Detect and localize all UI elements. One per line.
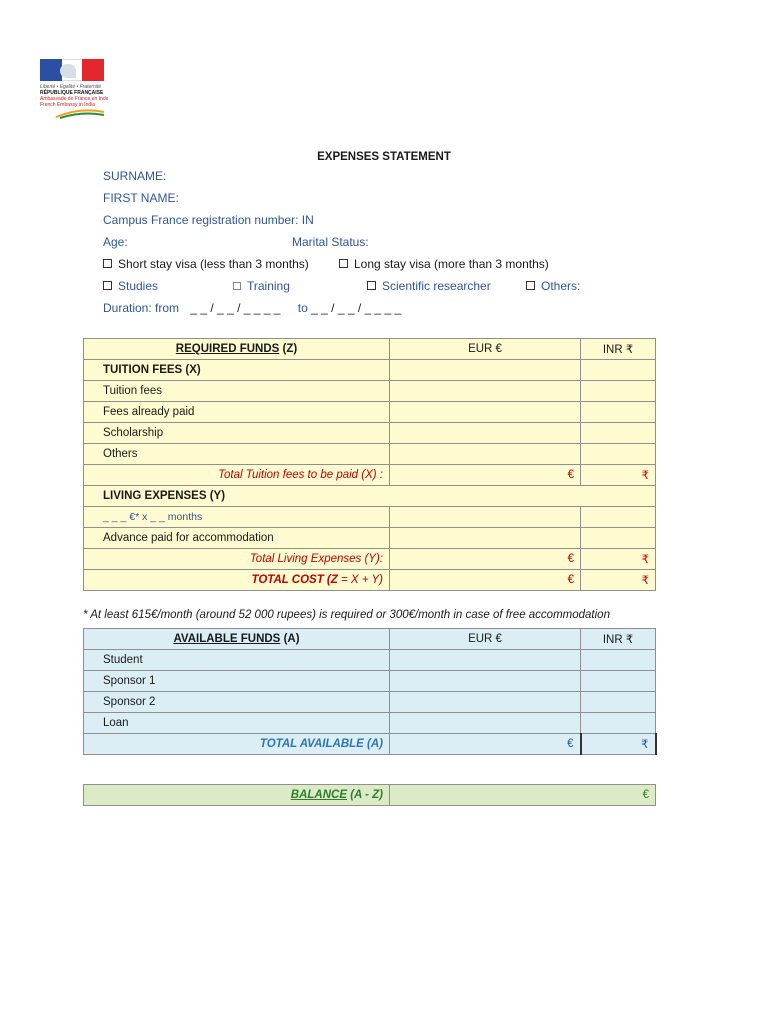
others-option[interactable]: Others: [526, 279, 580, 293]
surname-label: SURNAME: [103, 169, 167, 183]
inr-cell[interactable] [581, 650, 656, 671]
eur-cell[interactable] [390, 528, 581, 549]
balance-eur: € [390, 785, 656, 806]
row-label: Fees already paid [84, 402, 390, 423]
eur-cell[interactable] [390, 381, 581, 402]
duration-from-blank[interactable]: _ _ / _ _ / _ _ _ _ [190, 301, 281, 315]
studies-option[interactable]: Studies [103, 279, 158, 293]
training-option[interactable]: Training [233, 279, 290, 293]
marital-status-label: Marital Status: [292, 235, 369, 249]
row-label: Tuition fees [84, 381, 390, 402]
checkbox-icon[interactable] [367, 281, 376, 290]
eur-cell[interactable] [390, 423, 581, 444]
table-row [84, 671, 656, 692]
required-funds-table [83, 338, 656, 591]
total-available-label: TOTAL AVAILABLE (A) [84, 734, 390, 755]
duration-field [103, 301, 401, 315]
logo-embassy-en: French Embassy in India [40, 102, 96, 108]
table-row [84, 402, 656, 423]
checkbox-icon[interactable] [103, 281, 112, 290]
total-available-eur: € [390, 734, 581, 755]
tuition-total-eur: € [390, 465, 581, 486]
table-row [84, 360, 656, 381]
short-stay-option[interactable]: Short stay visa (less than 3 months) [103, 257, 309, 271]
first-name-label: FIRST NAME: [103, 191, 179, 205]
inr-cell[interactable] [581, 528, 656, 549]
checkbox-icon[interactable] [233, 282, 241, 290]
table-row [84, 629, 656, 650]
row-label: Advance paid for accommodation [84, 528, 390, 549]
scientific-researcher-option[interactable]: Scientific researcher [367, 279, 491, 293]
table-row [84, 423, 656, 444]
logo-motto: Liberté • Égalité • Fraternité [40, 84, 102, 90]
living-total-inr: ₹ [581, 549, 656, 570]
checkbox-icon[interactable] [103, 259, 112, 268]
total-cost-eur: € [390, 570, 581, 591]
logo-republic: RÉPUBLIQUE FRANÇAISE [40, 90, 104, 96]
row-label: Scholarship [84, 423, 390, 444]
table-row [84, 570, 656, 591]
inr-cell[interactable] [581, 381, 656, 402]
row-label: Sponsor 1 [84, 671, 390, 692]
table-row [84, 528, 656, 549]
marianne-flag-icon [40, 59, 104, 81]
total-cost-label: TOTAL COST (Z = X + Y) [84, 570, 390, 591]
balance-label: BALANCE (A - Z) [84, 785, 390, 806]
registration-label: Campus France registration number: IN [103, 213, 314, 227]
table-row [84, 339, 656, 360]
eur-cell[interactable] [390, 650, 581, 671]
inr-cell[interactable] [581, 360, 656, 381]
table-row [84, 734, 656, 755]
inr-cell[interactable] [581, 507, 656, 528]
tuition-total-label: Total Tuition fees to be paid (X) : [84, 465, 390, 486]
row-label: Student [84, 650, 390, 671]
checkbox-icon[interactable] [526, 281, 535, 290]
inr-cell[interactable] [581, 423, 656, 444]
table-row [84, 465, 656, 486]
table-row [84, 692, 656, 713]
row-label: Sponsor 2 [84, 692, 390, 713]
living-total-eur: € [390, 549, 581, 570]
eur-cell[interactable] [390, 360, 581, 381]
minimum-amount-note: * At least 615€/month (around 52 000 rupees) is required or 300€/month in case of free accommodation [83, 609, 610, 621]
row-label[interactable]: _ _ _ €* x _ _ months [84, 507, 390, 528]
table-row [84, 507, 656, 528]
available-funds-table [83, 628, 657, 755]
table-row [84, 785, 656, 806]
eur-column-header: EUR € [390, 629, 581, 650]
eur-column-header: EUR € [390, 339, 581, 360]
inr-cell[interactable] [581, 713, 656, 734]
eur-cell[interactable] [390, 507, 581, 528]
tuition-section-label: TUITION FEES (X) [84, 360, 390, 381]
inr-cell[interactable] [581, 444, 656, 465]
eur-cell[interactable] [390, 402, 581, 423]
tuition-total-inr: ₹ [581, 465, 656, 486]
total-cost-inr: ₹ [581, 570, 656, 591]
eur-cell[interactable] [390, 444, 581, 465]
eur-cell[interactable] [390, 692, 581, 713]
checkbox-icon[interactable] [339, 259, 348, 268]
eur-cell[interactable] [390, 671, 581, 692]
living-section-label: LIVING EXPENSES (Y) [84, 486, 656, 507]
swoosh-icon [54, 109, 106, 119]
duration-to-blank[interactable]: _ _ / _ _ / _ _ _ _ [311, 301, 402, 315]
french-republic-logo [40, 59, 109, 121]
table-row [84, 713, 656, 734]
table-row [84, 444, 656, 465]
total-available-inr: ₹ [581, 734, 656, 755]
page-title: EXPENSES STATEMENT [317, 151, 451, 163]
required-funds-header: REQUIRED FUNDS (Z) [84, 339, 390, 360]
inr-column-header: INR ₹ [581, 629, 656, 650]
table-row [84, 549, 656, 570]
eur-cell[interactable] [390, 713, 581, 734]
inr-cell[interactable] [581, 402, 656, 423]
row-label: Others [84, 444, 390, 465]
balance-table [83, 784, 656, 806]
logo-embassy-fr: Ambassade de France en Inde [40, 96, 109, 102]
row-label: Loan [84, 713, 390, 734]
inr-column-header: INR ₹ [581, 339, 656, 360]
inr-cell[interactable] [581, 671, 656, 692]
living-total-label: Total Living Expenses (Y): [84, 549, 390, 570]
table-row [84, 650, 656, 671]
table-row [84, 381, 656, 402]
age-label: Age: [103, 235, 128, 249]
available-funds-header: AVAILABLE FUNDS (A) [84, 629, 390, 650]
long-stay-option[interactable]: Long stay visa (more than 3 months) [339, 257, 549, 271]
duration-to-label: to [297, 301, 308, 315]
table-row [84, 486, 656, 507]
duration-from-label: Duration: from [103, 301, 180, 315]
inr-cell[interactable] [581, 692, 656, 713]
